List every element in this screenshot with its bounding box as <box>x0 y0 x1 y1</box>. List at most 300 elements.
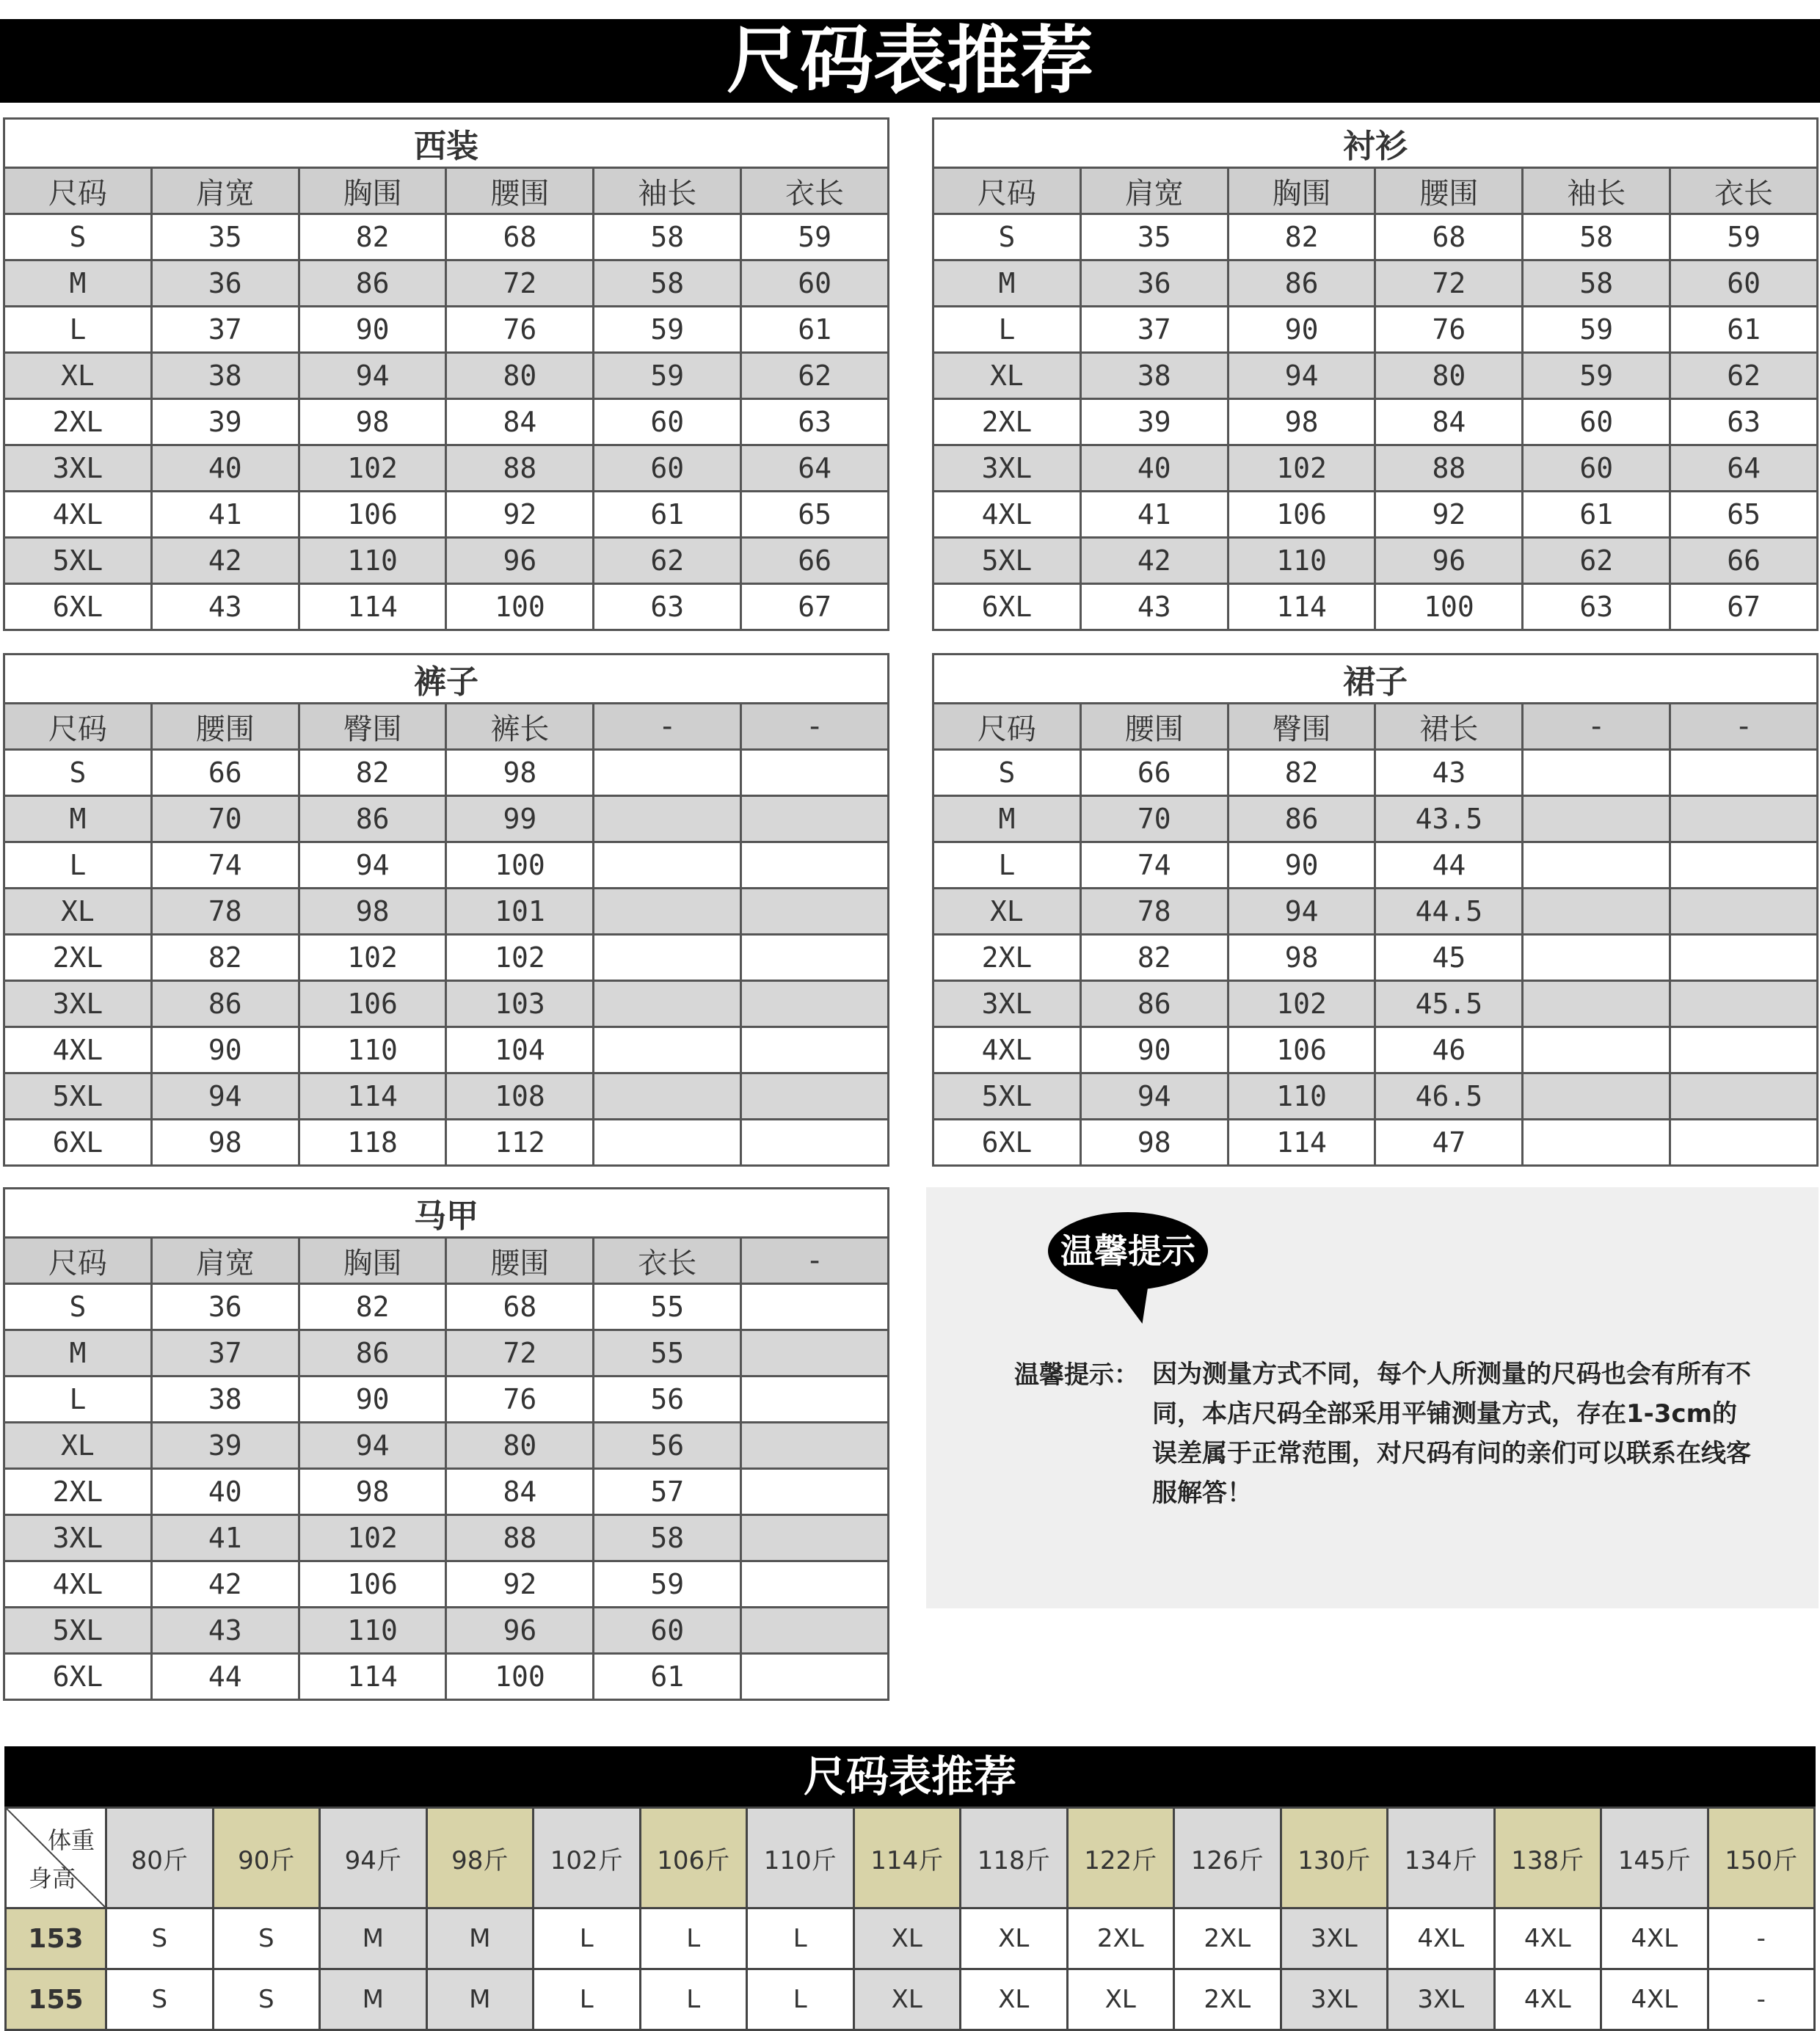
measurement-cell: 70 <box>151 796 299 842</box>
size-cell: M <box>320 1908 427 1969</box>
table-row <box>933 214 1818 260</box>
measurement-cell: 102 <box>1228 445 1375 492</box>
measurement-cell: 98 <box>1080 1120 1228 1166</box>
measurement-cell: 76 <box>446 1377 594 1423</box>
measurement-cell <box>1670 889 1818 935</box>
measurement-cell: 37 <box>151 307 299 353</box>
column-header: - <box>1523 704 1670 750</box>
measurement-cell: 80 <box>1375 353 1523 399</box>
measurement-cell: 59 <box>1523 307 1670 353</box>
size-cell: XL <box>933 353 1081 399</box>
measurement-cell: 58 <box>594 214 741 260</box>
table-row <box>6 1969 1815 2030</box>
measurement-cell: 63 <box>594 584 741 630</box>
measurement-cell <box>741 889 889 935</box>
table-row <box>4 1654 889 1700</box>
measurement-cell: 72 <box>446 260 594 307</box>
table-row <box>4 1377 889 1423</box>
table-header-row <box>4 168 889 214</box>
measurement-cell: 88 <box>446 1515 594 1561</box>
measurement-cell <box>741 1654 889 1700</box>
column-header: 臀围 <box>299 704 446 750</box>
table-row <box>933 353 1818 399</box>
measurement-cell: 92 <box>446 492 594 538</box>
table-title: 马甲 <box>4 1189 889 1238</box>
measurement-cell: 110 <box>1228 538 1375 584</box>
table-header-row <box>933 168 1818 214</box>
measurement-cell <box>1523 935 1670 981</box>
size-cell: L <box>640 1969 747 2030</box>
column-header: 尺码 <box>4 168 152 214</box>
table-row <box>933 399 1818 445</box>
measurement-cell: 92 <box>1375 492 1523 538</box>
skirt-size-table <box>932 653 1819 1167</box>
weight-header: 106斤 <box>640 1808 747 1908</box>
measurement-cell: 90 <box>1228 842 1375 889</box>
measurement-cell <box>594 889 741 935</box>
column-header: 裙长 <box>1375 704 1523 750</box>
column-header: 肩宽 <box>151 1238 299 1284</box>
measurement-cell: 61 <box>594 1654 741 1700</box>
column-header: - <box>594 704 741 750</box>
size-cell: XL <box>1067 1969 1174 2030</box>
measurement-cell: 114 <box>299 1654 446 1700</box>
measurement-cell: 42 <box>151 538 299 584</box>
measurement-cell <box>594 750 741 796</box>
size-cell: L <box>4 842 152 889</box>
table-row <box>4 842 889 889</box>
size-cell: 3XL <box>1281 1969 1388 2030</box>
weight-header: 150斤 <box>1708 1808 1815 1908</box>
weight-header: 102斤 <box>534 1808 641 1908</box>
measurement-cell: 102 <box>299 445 446 492</box>
measurement-cell: 100 <box>446 1654 594 1700</box>
size-cell: 4XL <box>1388 1908 1495 1969</box>
size-cell: 3XL <box>1388 1969 1495 2030</box>
table-row <box>4 307 889 353</box>
size-cell: 5XL <box>4 1608 152 1654</box>
measurement-cell: 100 <box>1375 584 1523 630</box>
size-cell: 5XL <box>4 538 152 584</box>
measurement-cell: 46.5 <box>1375 1073 1523 1120</box>
size-cell: 6XL <box>933 584 1081 630</box>
measurement-cell: 82 <box>1228 750 1375 796</box>
measurement-cell: 38 <box>1080 353 1228 399</box>
measurement-cell: 59 <box>741 214 889 260</box>
weight-header: 122斤 <box>1067 1808 1174 1908</box>
table-title: 裤子 <box>4 654 889 704</box>
suit-size-table <box>3 117 889 631</box>
measurement-cell: 40 <box>1080 445 1228 492</box>
measurement-cell: 78 <box>1080 889 1228 935</box>
size-cell: 3XL <box>933 445 1081 492</box>
table-row <box>4 353 889 399</box>
size-cell: 2XL <box>1174 1969 1281 2030</box>
measurement-cell: 96 <box>1375 538 1523 584</box>
measurement-cell <box>1670 981 1818 1027</box>
size-cell: S <box>4 1284 152 1330</box>
size-cell: 4XL <box>1494 1908 1601 1969</box>
measurement-cell: 82 <box>299 750 446 796</box>
measurement-cell: 102 <box>1228 981 1375 1027</box>
measurement-cell: 102 <box>446 935 594 981</box>
measurement-cell <box>1523 1120 1670 1166</box>
column-header: 衣长 <box>594 1238 741 1284</box>
table-row <box>4 538 889 584</box>
table-title-row <box>4 1189 889 1238</box>
measurement-cell: 46 <box>1375 1027 1523 1073</box>
measurement-cell: 114 <box>299 584 446 630</box>
size-cell: 5XL <box>933 1073 1081 1120</box>
measurement-cell: 68 <box>446 214 594 260</box>
column-header: 腰围 <box>1375 168 1523 214</box>
table-row <box>933 538 1818 584</box>
measurement-cell: 59 <box>594 353 741 399</box>
column-header: 衣长 <box>741 168 889 214</box>
size-cell: 2XL <box>933 935 1081 981</box>
size-cell: L <box>747 1969 854 2030</box>
measurement-cell: 41 <box>151 1515 299 1561</box>
measurement-cell <box>594 1027 741 1073</box>
table-row <box>933 935 1818 981</box>
size-cell: 6XL <box>4 1120 152 1166</box>
measurement-cell: 60 <box>594 445 741 492</box>
measurement-cell: 86 <box>1228 260 1375 307</box>
measurement-cell <box>1670 1120 1818 1166</box>
size-cell: 4XL <box>4 1027 152 1073</box>
measurement-cell: 76 <box>1375 307 1523 353</box>
table-header-row <box>4 704 889 750</box>
measurement-cell: 74 <box>151 842 299 889</box>
measurement-cell: 42 <box>1080 538 1228 584</box>
measurement-cell: 100 <box>446 584 594 630</box>
measurement-cell: 63 <box>1523 584 1670 630</box>
measurement-cell: 74 <box>1080 842 1228 889</box>
weight-header: 130斤 <box>1281 1808 1388 1908</box>
measurement-cell: 55 <box>594 1284 741 1330</box>
table-row <box>4 1515 889 1561</box>
column-header: 尺码 <box>4 1238 152 1284</box>
column-header: 肩宽 <box>1080 168 1228 214</box>
column-header: - <box>1670 704 1818 750</box>
measurement-cell: 63 <box>1670 399 1818 445</box>
size-cell: 3XL <box>1281 1908 1388 1969</box>
measurement-cell <box>741 1423 889 1469</box>
measurement-cell: 60 <box>594 1608 741 1654</box>
measurement-cell: 108 <box>446 1073 594 1120</box>
table-row <box>933 584 1818 630</box>
measurement-cell: 58 <box>594 1515 741 1561</box>
measurement-cell: 86 <box>299 796 446 842</box>
measurement-cell: 84 <box>446 1469 594 1515</box>
size-cell: XL <box>933 889 1081 935</box>
measurement-cell: 39 <box>151 1423 299 1469</box>
column-header: 尺码 <box>933 704 1081 750</box>
size-cell: 5XL <box>933 538 1081 584</box>
measurement-cell: 43 <box>151 584 299 630</box>
measurement-cell: 37 <box>151 1330 299 1377</box>
measurement-cell <box>1670 796 1818 842</box>
measurement-cell: 41 <box>151 492 299 538</box>
measurement-cell: 63 <box>741 399 889 445</box>
measurement-cell <box>741 1027 889 1073</box>
pants-size-table <box>3 653 889 1167</box>
size-cell: 2XL <box>1174 1908 1281 1969</box>
measurement-cell: 58 <box>1523 214 1670 260</box>
measurement-cell: 61 <box>594 492 741 538</box>
table-row <box>933 750 1818 796</box>
measurement-cell: 40 <box>151 1469 299 1515</box>
size-cell: L <box>534 1969 641 2030</box>
size-cell: 2XL <box>4 935 152 981</box>
measurement-cell: 45.5 <box>1375 981 1523 1027</box>
measurement-cell: 86 <box>299 1330 446 1377</box>
size-cell: L <box>534 1908 641 1969</box>
measurement-cell: 82 <box>299 214 446 260</box>
measurement-cell <box>741 1515 889 1561</box>
size-cell: M <box>4 1330 152 1377</box>
size-cell: XL <box>4 353 152 399</box>
measurement-cell: 36 <box>151 1284 299 1330</box>
measurement-cell: 96 <box>446 538 594 584</box>
table-row <box>4 981 889 1027</box>
weight-header: 138斤 <box>1494 1808 1601 1908</box>
measurement-cell: 61 <box>741 307 889 353</box>
measurement-cell <box>741 842 889 889</box>
measurement-cell: 66 <box>151 750 299 796</box>
measurement-cell: 44 <box>1375 842 1523 889</box>
column-header: 尺码 <box>933 168 1081 214</box>
table-header-row <box>933 704 1818 750</box>
measurement-cell <box>741 1284 889 1330</box>
size-cell: XL <box>4 889 152 935</box>
warm-tip-speech-bubble: 温馨提示 <box>1048 1212 1208 1290</box>
measurement-cell: 62 <box>1670 353 1818 399</box>
weight-header: 90斤 <box>213 1808 320 1908</box>
measurement-cell: 82 <box>299 1284 446 1330</box>
column-header: 袖长 <box>1523 168 1670 214</box>
measurement-cell: 114 <box>1228 1120 1375 1166</box>
height-cell: 153 <box>6 1908 106 1969</box>
measurement-cell <box>1523 981 1670 1027</box>
measurement-cell: 106 <box>299 492 446 538</box>
measurement-cell: 94 <box>299 353 446 399</box>
measurement-cell <box>1523 750 1670 796</box>
measurement-cell: 44.5 <box>1375 889 1523 935</box>
measurement-cell: 68 <box>1375 214 1523 260</box>
table-row <box>933 1120 1818 1166</box>
measurement-cell <box>594 796 741 842</box>
column-header: 臀围 <box>1228 704 1375 750</box>
measurement-cell: 43 <box>151 1608 299 1654</box>
table-row <box>4 1284 889 1330</box>
size-cell: S <box>933 750 1081 796</box>
table-row <box>933 260 1818 307</box>
size-cell: XL <box>853 1969 961 2030</box>
measurement-cell <box>594 935 741 981</box>
size-cell: XL <box>853 1908 961 1969</box>
measurement-cell: 112 <box>446 1120 594 1166</box>
measurement-cell <box>1523 842 1670 889</box>
measurement-cell <box>741 981 889 1027</box>
table-row <box>933 445 1818 492</box>
height-weight-size-table <box>4 1806 1816 2031</box>
measurement-cell <box>741 1120 889 1166</box>
size-cell: L <box>747 1908 854 1969</box>
weight-header-row <box>6 1808 1815 1908</box>
table-row <box>4 1608 889 1654</box>
measurement-cell: 88 <box>446 445 594 492</box>
measurement-cell: 110 <box>299 1027 446 1073</box>
measurement-cell: 42 <box>151 1561 299 1608</box>
table-row <box>4 1469 889 1515</box>
table-row <box>6 1908 1815 1969</box>
measurement-cell: 90 <box>299 307 446 353</box>
size-cell: S <box>106 1969 214 2030</box>
table-row <box>4 1027 889 1073</box>
measurement-cell: 94 <box>1080 1073 1228 1120</box>
measurement-cell: 56 <box>594 1423 741 1469</box>
measurement-cell: 43 <box>1080 584 1228 630</box>
corner-height-label: 身高 <box>29 1864 76 1892</box>
table-title: 西装 <box>4 119 889 168</box>
table-row <box>933 981 1818 1027</box>
measurement-cell: 65 <box>1670 492 1818 538</box>
weight-header: 94斤 <box>320 1808 427 1908</box>
size-cell: S <box>106 1908 214 1969</box>
measurement-cell: 72 <box>1375 260 1523 307</box>
weight-header: 145斤 <box>1601 1808 1708 1908</box>
main-title-banner: 尺码表推荐 <box>0 19 1820 103</box>
measurement-cell <box>741 796 889 842</box>
measurement-cell <box>594 981 741 1027</box>
table-row <box>933 492 1818 538</box>
table-row <box>4 1120 889 1166</box>
measurement-cell: 98 <box>1228 935 1375 981</box>
measurement-cell: 55 <box>594 1330 741 1377</box>
column-header: - <box>741 1238 889 1284</box>
size-cell: 4XL <box>1601 1908 1708 1969</box>
measurement-cell <box>1523 796 1670 842</box>
table-title: 裙子 <box>933 654 1818 704</box>
measurement-cell: 94 <box>299 842 446 889</box>
measurement-cell: 118 <box>299 1120 446 1166</box>
measurement-cell: 98 <box>1228 399 1375 445</box>
measurement-cell: 84 <box>446 399 594 445</box>
size-cell: M <box>933 260 1081 307</box>
size-cell: S <box>4 214 152 260</box>
size-cell: 2XL <box>4 1469 152 1515</box>
measurement-cell: 62 <box>594 538 741 584</box>
measurement-cell <box>1670 935 1818 981</box>
measurement-cell: 84 <box>1375 399 1523 445</box>
measurement-cell: 76 <box>446 307 594 353</box>
measurement-cell: 58 <box>1523 260 1670 307</box>
measurement-cell: 110 <box>299 1608 446 1654</box>
measurement-cell: 82 <box>1228 214 1375 260</box>
table-row <box>4 1330 889 1377</box>
measurement-cell: 104 <box>446 1027 594 1073</box>
measurement-cell: 94 <box>1228 889 1375 935</box>
measurement-cell: 80 <box>446 353 594 399</box>
column-header: 腰围 <box>151 704 299 750</box>
measurement-cell: 43 <box>1375 750 1523 796</box>
size-cell: 2XL <box>933 399 1081 445</box>
size-cell: M <box>4 260 152 307</box>
measurement-cell: 64 <box>1670 445 1818 492</box>
measurement-cell: 106 <box>299 981 446 1027</box>
measurement-cell: 64 <box>741 445 889 492</box>
size-cell: 3XL <box>4 445 152 492</box>
measurement-cell: 68 <box>446 1284 594 1330</box>
table-row <box>933 307 1818 353</box>
measurement-cell: 102 <box>299 1515 446 1561</box>
measurement-cell: 110 <box>299 538 446 584</box>
measurement-cell: 66 <box>1080 750 1228 796</box>
size-cell: 4XL <box>4 1561 152 1608</box>
size-cell: L <box>933 307 1081 353</box>
column-header: - <box>741 704 889 750</box>
table-row <box>4 260 889 307</box>
table-title-row <box>4 654 889 704</box>
column-header: 袖长 <box>594 168 741 214</box>
measurement-cell: 59 <box>594 1561 741 1608</box>
size-cell: 6XL <box>4 1654 152 1700</box>
measurement-cell: 66 <box>1670 538 1818 584</box>
measurement-cell <box>741 750 889 796</box>
measurement-cell <box>741 1608 889 1654</box>
measurement-cell: 114 <box>299 1073 446 1120</box>
measurement-cell: 106 <box>299 1561 446 1608</box>
table-row <box>4 1561 889 1608</box>
column-header: 肩宽 <box>151 168 299 214</box>
table-row <box>933 842 1818 889</box>
measurement-cell: 94 <box>1228 353 1375 399</box>
measurement-cell: 41 <box>1080 492 1228 538</box>
size-cell: 4XL <box>933 492 1081 538</box>
measurement-cell: 82 <box>1080 935 1228 981</box>
size-cell: 2XL <box>4 399 152 445</box>
measurement-cell <box>1670 750 1818 796</box>
table-title-row <box>933 654 1818 704</box>
size-cell: S <box>4 750 152 796</box>
weight-header: 80斤 <box>106 1808 214 1908</box>
measurement-cell: 45 <box>1375 935 1523 981</box>
warm-tip-text: 因为测量方式不同，每个人所测量的尺码也会有所有不同，本店尺码全部采用平铺测量方式，存在1-3cm的误差属于正常范围，对尺码有问的亲们可以联系在线客服解答！ <box>1152 1360 1751 1508</box>
measurement-cell: 86 <box>1080 981 1228 1027</box>
column-header: 胸围 <box>1228 168 1375 214</box>
measurement-cell: 39 <box>151 399 299 445</box>
weight-header: 110斤 <box>747 1808 854 1908</box>
measurement-cell: 38 <box>151 1377 299 1423</box>
size-cell: S <box>213 1908 320 1969</box>
measurement-cell: 35 <box>151 214 299 260</box>
size-cell: L <box>4 1377 152 1423</box>
measurement-cell: 94 <box>299 1423 446 1469</box>
column-header: 裤长 <box>446 704 594 750</box>
measurement-cell <box>594 842 741 889</box>
measurement-cell: 98 <box>299 1469 446 1515</box>
column-header: 胸围 <box>299 168 446 214</box>
measurement-cell: 60 <box>594 399 741 445</box>
table-title: 衬衫 <box>933 119 1818 168</box>
measurement-cell <box>741 935 889 981</box>
measurement-cell: 59 <box>1523 353 1670 399</box>
measurement-cell: 106 <box>1228 1027 1375 1073</box>
size-cell: 3XL <box>4 1515 152 1561</box>
size-cell: XL <box>4 1423 152 1469</box>
size-cell: 2XL <box>1067 1908 1174 1969</box>
